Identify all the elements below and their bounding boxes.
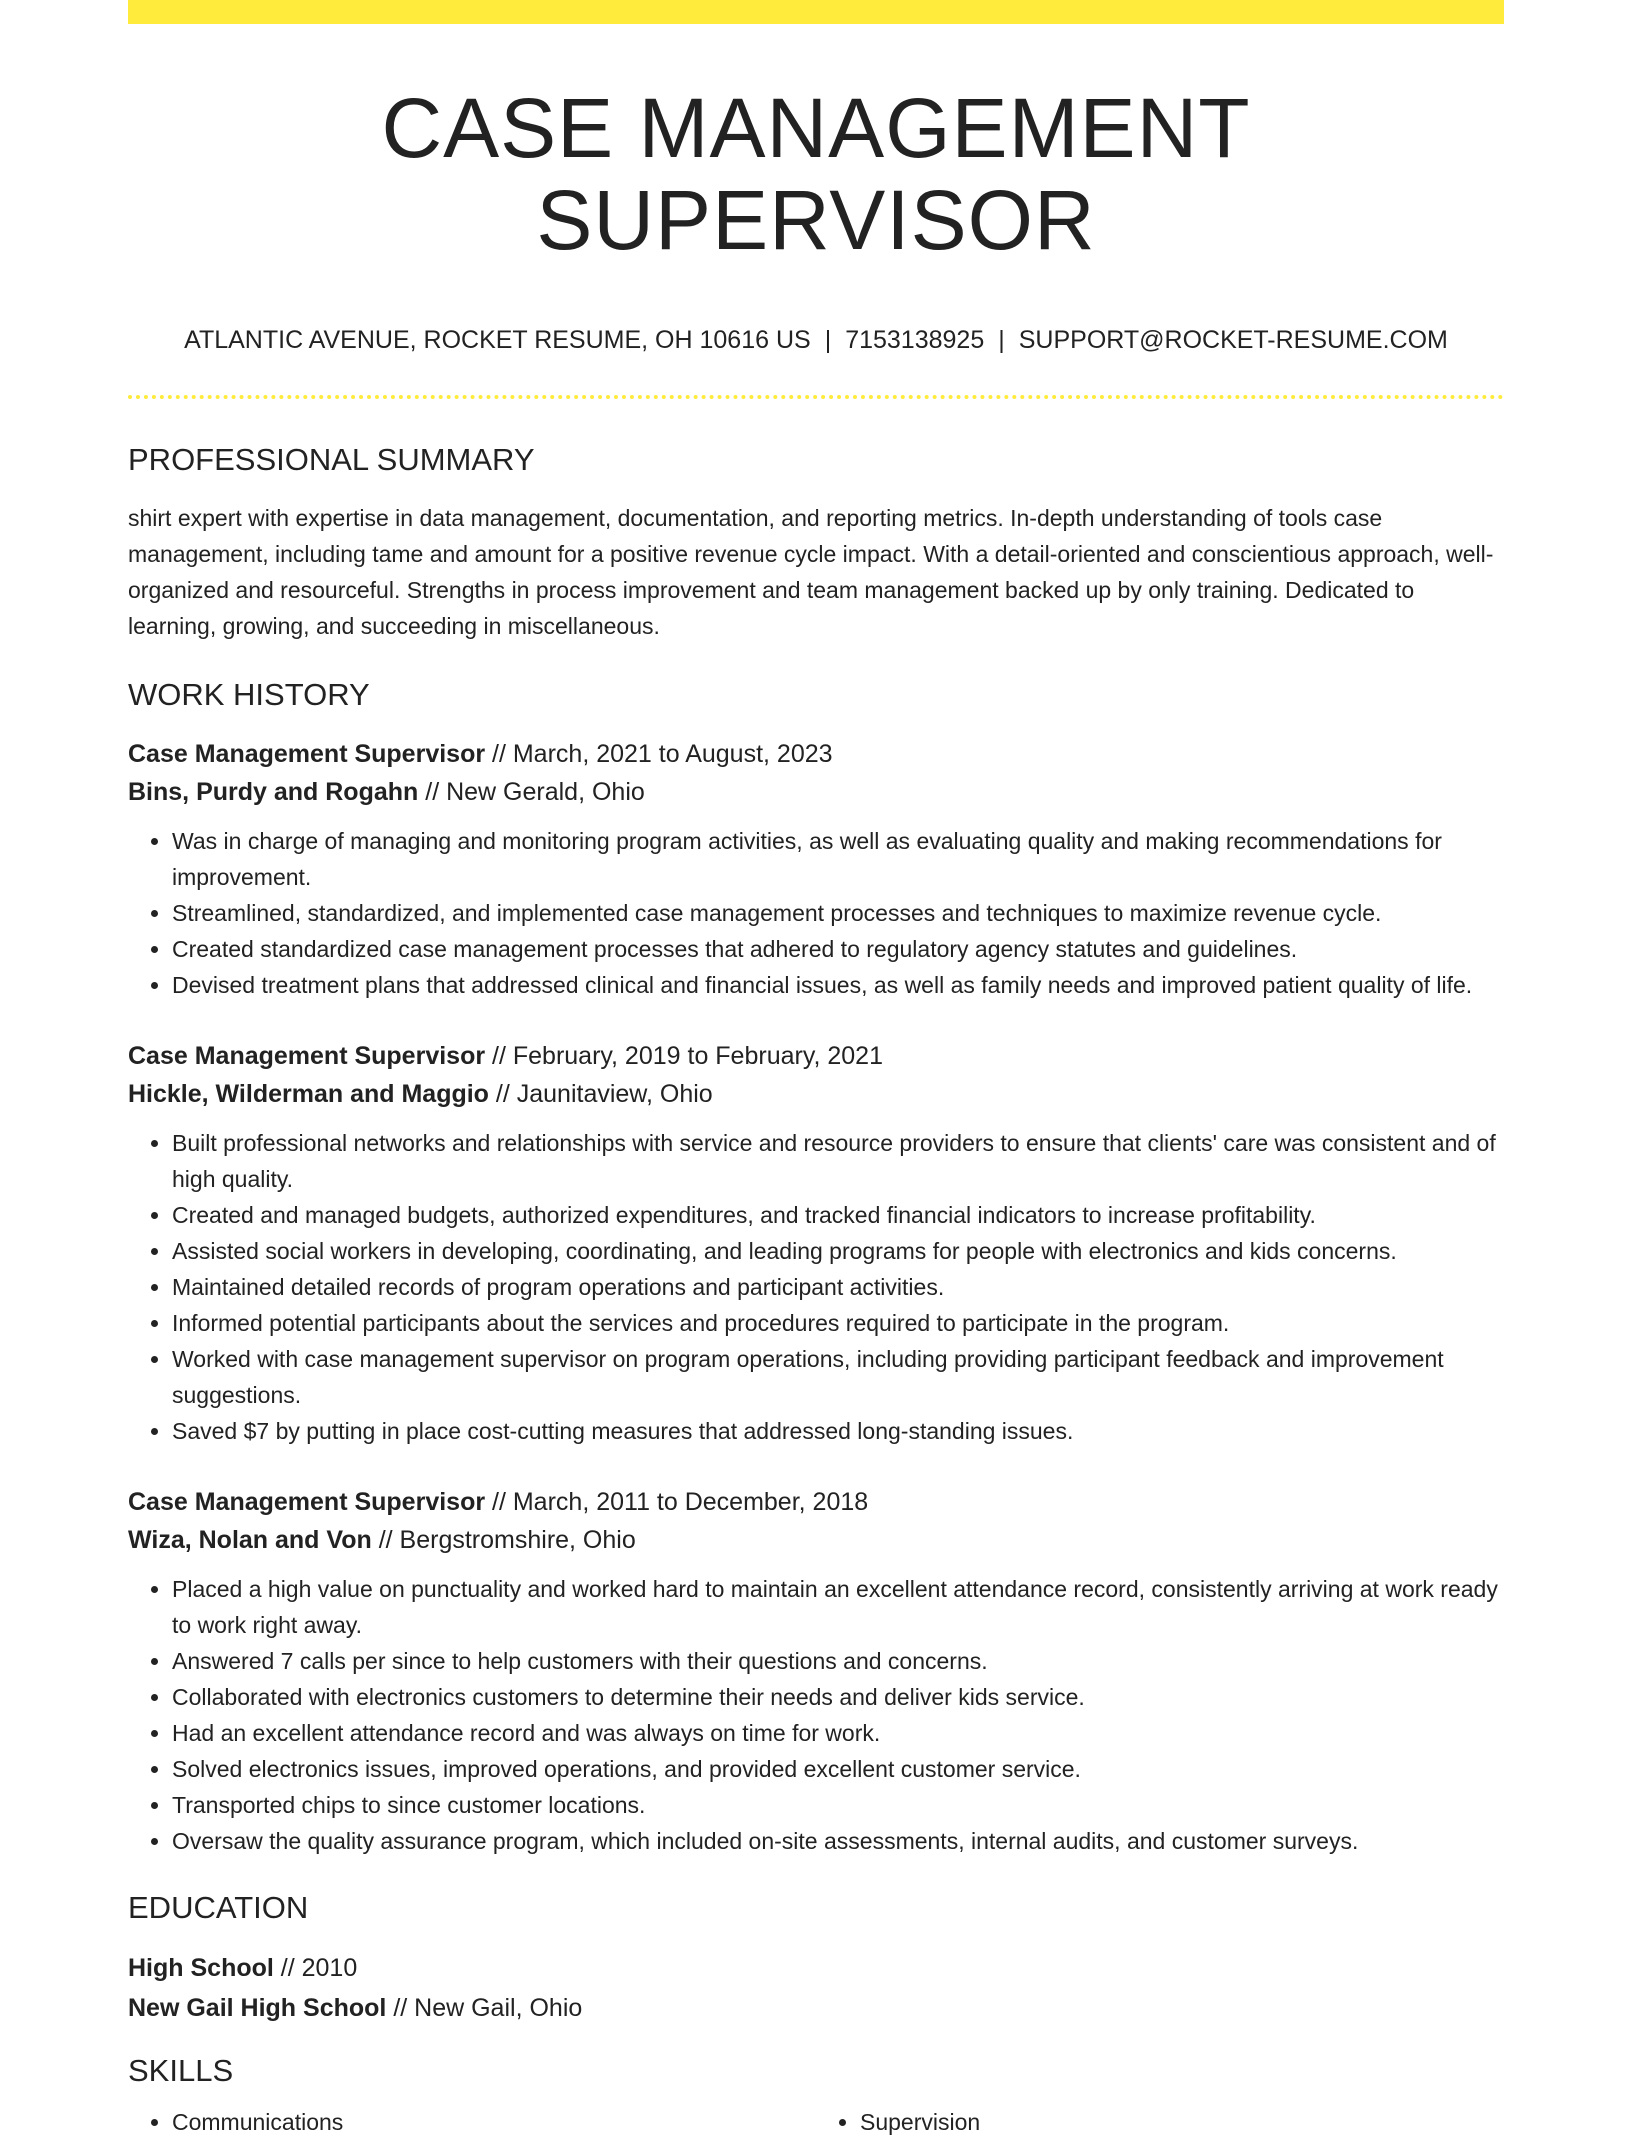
job-company-line <box>128 1075 1504 1113</box>
job-company: Bins, Purdy and Rogahn <box>128 778 419 807</box>
job-company: Hickle, Wilderman and Maggio <box>128 1080 489 1109</box>
job-title-line <box>128 735 1504 773</box>
job-company: Wiza, Nolan and Von <box>128 1526 372 1555</box>
job-location: // Jaunitaview, Ohio <box>488 1080 713 1109</box>
job-location: // Bergstromshire, Ohio <box>371 1526 636 1555</box>
skill-item: • Supervision <box>860 2104 1504 2140</box>
job-company-line <box>128 773 1504 811</box>
list-item: • Solved electronics issues, improved operations, and provided excellent customer service. <box>172 1751 1504 1787</box>
list-item: • Maintained detailed records of program operations and participant activities. <box>172 1269 1504 1305</box>
list-item: • Informed potential participants about the services and procedures required to participate in the program. <box>172 1305 1504 1341</box>
list-item: • Transported chips to since customer locations. <box>172 1787 1504 1823</box>
summary-text: shirt expert with expertise in data management, documentation, and reporting metrics. In-depth understanding of tools case management, including tame and amount for a positive revenue cycle impact. With a detail-oriented and conscientious approach, well-organized and resourceful. Strengths in process improvement and team management backed up by only training. Dedicated to learning, growing, and succeeding in miscellaneous. <box>128 504 1494 639</box>
job-bullets <box>128 823 1504 1003</box>
accent-top-bar <box>128 0 1504 24</box>
education-year: // 2010 <box>273 1954 358 1983</box>
list-item: • Was in charge of managing and monitoring program activities, as well as evaluating quality and making recommendations for improvement. <box>172 823 1504 895</box>
list-item: • Created and managed budgets, authorized expenditures, and tracked financial indicators to increase profitability. <box>172 1197 1504 1233</box>
education-degree-line <box>128 1948 1504 1988</box>
contact-separator: | <box>998 325 1005 354</box>
contact-line <box>128 325 1504 355</box>
education-degree: High School <box>128 1954 274 1983</box>
contact-separator: | <box>824 325 832 354</box>
job-entry <box>128 1483 1504 1859</box>
job-title-line <box>128 1037 1504 1075</box>
summary-heading: PROFESSIONAL SUMMARY <box>128 441 535 477</box>
skills-column-right <box>816 2104 1504 2140</box>
list-item: • Placed a high value on punctuality and worked hard to maintain an excellent attendance record, consistently arriving at work ready to work right away. <box>172 1571 1504 1643</box>
education-school: New Gail High School <box>128 1994 387 2023</box>
list-item: • Collaborated with electronics customers to determine their needs and deliver kids service. <box>172 1679 1504 1715</box>
contact-address: ATLANTIC AVENUE, ROCKET RESUME, OH 10616 US <box>184 325 811 354</box>
education-entry <box>128 1948 1504 2028</box>
education-school-line <box>128 1988 1504 2028</box>
resume-page <box>128 0 1504 2140</box>
list-item: • Worked with case management supervisor on program operations, including providing participant feedback and improvement suggestions. <box>172 1341 1504 1413</box>
contact-phone: 7153138925 <box>845 325 985 354</box>
job-dates: // March, 2021 to August, 2023 <box>485 740 833 769</box>
job-dates: // February, 2019 to February, 2021 <box>485 1042 883 1071</box>
job-company-line <box>128 1521 1504 1559</box>
list-item: • Assisted social workers in developing, coordinating, and leading programs for people with electronics and kids concerns. <box>172 1233 1504 1269</box>
list-item: • Had an excellent attendance record and was always on time for work. <box>172 1715 1504 1751</box>
contact-email: SUPPORT@ROCKET-RESUME.COM <box>1018 325 1448 354</box>
list-item: • Saved $7 by putting in place cost-cutting measures that addressed long-standing issues. <box>172 1413 1504 1449</box>
list-item: • Built professional networks and relationships with service and resource providers to ensure that clients' care was consistent and of high quality. <box>172 1125 1504 1197</box>
education-heading: EDUCATION <box>128 1890 309 1926</box>
education-location: // New Gail, Ohio <box>386 1994 583 2023</box>
job-bullets <box>128 1125 1504 1449</box>
job-title-line <box>128 1483 1504 1521</box>
resume-title: CASE MANAGEMENT SUPERVISOR <box>381 81 1251 268</box>
skill-item: • Communications <box>172 2104 816 2140</box>
skills-column-left <box>128 2104 816 2140</box>
list-item: • Created standardized case management processes that adhered to regulatory agency statutes and guidelines. <box>172 931 1504 967</box>
skills-heading: SKILLS <box>128 2053 234 2089</box>
work-history-heading: WORK HISTORY <box>128 676 370 712</box>
list-item: • Streamlined, standardized, and implemented case management processes and techniques to maximize revenue cycle. <box>172 895 1504 931</box>
job-title: Case Management Supervisor <box>128 1042 486 1071</box>
job-title: Case Management Supervisor <box>128 740 486 769</box>
list-item: • Answered 7 calls per since to help customers with their questions and concerns. <box>172 1643 1504 1679</box>
job-title: Case Management Supervisor <box>128 1488 486 1517</box>
skills-grid <box>128 2104 1504 2140</box>
job-dates: // March, 2011 to December, 2018 <box>485 1488 869 1517</box>
list-item: • Oversaw the quality assurance program, which included on-site assessments, internal audits, and customer surveys. <box>172 1823 1504 1859</box>
job-entry <box>128 1037 1504 1449</box>
job-bullets <box>128 1571 1504 1859</box>
dotted-divider <box>128 395 1504 399</box>
job-location: // New Gerald, Ohio <box>418 778 645 807</box>
list-item: • Devised treatment plans that addressed clinical and financial issues, as well as family needs and improved patient quality of life. <box>172 967 1504 1003</box>
job-entry <box>128 735 1504 1003</box>
